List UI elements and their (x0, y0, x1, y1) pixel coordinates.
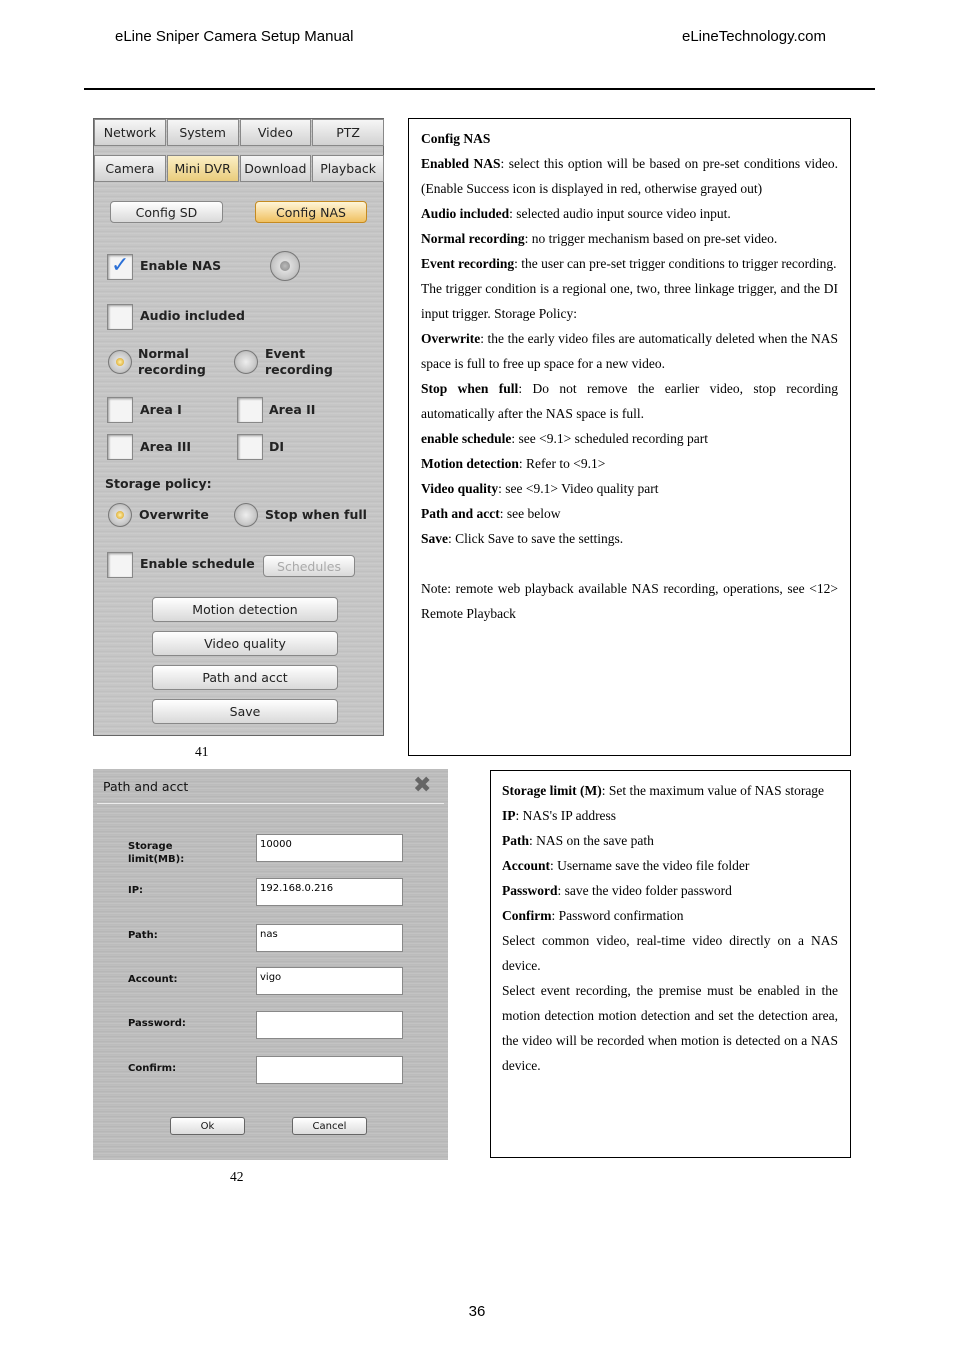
confirm-input[interactable] (256, 1056, 403, 1084)
term-confirm: Confirm (502, 908, 552, 923)
account-label: Account: (128, 974, 178, 985)
audio-included-checkbox[interactable] (107, 304, 133, 330)
desc-enable-schedule: : see <9.1> scheduled recording part (511, 431, 709, 446)
tab-network[interactable]: Network (94, 119, 166, 146)
desc-account: : Username save the video file folder (550, 858, 750, 873)
desc-path: : NAS on the save path (529, 833, 654, 848)
video-quality-button[interactable]: Video quality (152, 631, 338, 656)
storage-limit-label: Storage limit(MB): (128, 841, 185, 865)
term-storage-limit: Storage limit (M) (502, 783, 602, 798)
password-label: Password: (128, 1018, 186, 1029)
area2-checkbox[interactable] (237, 397, 263, 423)
term-normal-recording: Normal recording (421, 231, 525, 246)
normal-recording-label: Normal recording (138, 346, 206, 377)
event-recording-label: Event recording (265, 346, 333, 377)
enable-nas-checkbox[interactable] (107, 254, 133, 280)
note-text: Note: remote web playback available NAS recording, operations, see <12> Remote Playback (421, 581, 838, 621)
event-recording-text: Select event recording, the premise must be enabled in the motion detection motion detection and set the detection area, the video will be recorded when motion is detected on a NAS device. (502, 983, 838, 1073)
event-recording-radio[interactable] (234, 350, 258, 374)
term-password: Password (502, 883, 558, 898)
desc-stop-when-full: : Do not remove the earlier video, stop recording automatically after the NAS space is full. (421, 381, 838, 421)
tab-playback[interactable]: Playback (312, 155, 384, 182)
di-label: DI (269, 439, 285, 454)
close-icon[interactable]: ✖ (413, 773, 432, 798)
tab-video[interactable]: Video (240, 119, 312, 146)
common-video-text: Select common video, real-time video directly on a NAS device. (502, 933, 838, 973)
config-nas-title: Config NAS (421, 131, 491, 146)
figure-42-caption: 42 (230, 1169, 244, 1184)
desc-overwrite: : the the early video files are automatically deleted when the NAS space is full to free up space for a new video. (421, 331, 838, 371)
motion-detection-button[interactable]: Motion detection (152, 597, 338, 622)
dialog-title: Path and acct (103, 779, 189, 794)
storage-limit-input[interactable]: 10000 (256, 834, 403, 862)
config-sd-button[interactable]: Config SD (110, 201, 223, 223)
save-button[interactable]: Save (152, 699, 338, 724)
term-audio-included: Audio included (421, 206, 510, 221)
enable-schedule-checkbox[interactable] (107, 552, 133, 578)
account-input[interactable]: vigo (256, 967, 403, 995)
area3-checkbox[interactable] (107, 434, 133, 460)
term-account: Account (502, 858, 550, 873)
stop-when-full-label: Stop when full (265, 507, 367, 522)
term-path: Path (502, 833, 529, 848)
path-and-acct-dialog (93, 769, 448, 1160)
desc-path-and-acct: : see below (499, 506, 561, 521)
desc-ip: : NAS's IP address (515, 808, 617, 823)
area3-label: Area III (140, 439, 192, 454)
config-nas-panel (93, 118, 384, 736)
config-nas-button[interactable]: Config NAS (255, 201, 367, 223)
desc-storage-limit: : Set the maximum value of NAS storage (601, 783, 825, 798)
term-overwrite: Overwrite (421, 331, 481, 346)
header-title: eLine Sniper Camera Setup Manual (115, 28, 354, 45)
desc-motion-detection: : Refer to <9.1> (518, 456, 606, 471)
tab-system[interactable]: System (167, 119, 239, 146)
ip-input[interactable]: 192.168.0.216 (256, 878, 403, 906)
tab-row-1 (94, 119, 385, 146)
config-nas-description (408, 118, 851, 756)
checkmark-icon: ✓ (111, 253, 130, 278)
ok-button[interactable]: Ok (170, 1117, 245, 1135)
area1-label: Area I (140, 402, 182, 417)
header-rule (84, 88, 875, 90)
area1-checkbox[interactable] (107, 397, 133, 423)
tab-mini-dvr[interactable]: Mini DVR (167, 155, 239, 182)
term-save: Save (421, 531, 448, 546)
desc-enabled-nas: : select this option will be based on pre-set conditions video. (Enable Success icon is displayed in red, otherwise grayed out) (421, 156, 838, 196)
path-label: Path: (128, 930, 158, 941)
di-checkbox[interactable] (237, 434, 263, 460)
tab-download[interactable]: Download (240, 155, 312, 182)
password-input[interactable] (256, 1011, 403, 1039)
desc-video-quality: : see <9.1> Video quality part (498, 481, 659, 496)
path-input[interactable]: nas (256, 924, 403, 952)
tab-row-2 (94, 155, 385, 182)
desc-normal-recording: : no trigger mechanism based on pre-set video. (524, 231, 778, 246)
term-video-quality: Video quality (421, 481, 499, 496)
nas-status-indicator-icon (270, 251, 300, 281)
trigger-condition-text: The trigger condition is a regional one, two, three linkage trigger, and the DI input trigger. Storage Policy: (421, 281, 838, 321)
term-enabled-nas: Enabled NAS (421, 156, 501, 171)
term-motion-detection: Motion detection (421, 456, 519, 471)
confirm-label: Confirm: (128, 1063, 177, 1074)
tab-camera[interactable]: Camera (94, 155, 166, 182)
term-enable-schedule: enable schedule (421, 431, 512, 446)
page-number: 36 (468, 1303, 486, 1320)
overwrite-label: Overwrite (139, 507, 209, 522)
area2-label: Area II (269, 402, 316, 417)
overwrite-radio[interactable] (108, 503, 132, 527)
desc-event-recording: : the user can pre-set trigger conditions to trigger recording. (514, 256, 837, 271)
tab-ptz[interactable]: PTZ (312, 119, 384, 146)
header-website: eLineTechnology.com (682, 28, 826, 45)
term-ip: IP (502, 808, 516, 823)
desc-password: : save the video folder password (557, 883, 732, 898)
path-and-acct-button[interactable]: Path and acct (152, 665, 338, 690)
cancel-button[interactable]: Cancel (292, 1117, 367, 1135)
audio-included-label: Audio included (140, 308, 245, 323)
path-and-acct-description (490, 770, 851, 1158)
term-stop-when-full: Stop when full (421, 381, 519, 396)
term-path-and-acct: Path and acct (421, 506, 500, 521)
stop-when-full-radio[interactable] (234, 503, 258, 527)
figure-41-caption: 41 (195, 744, 209, 759)
enable-nas-label: Enable NAS (140, 258, 222, 273)
desc-confirm: : Password confirmation (551, 908, 684, 923)
normal-recording-radio[interactable] (108, 350, 132, 374)
desc-audio-included: : selected audio input source video input. (509, 206, 731, 221)
title-divider (97, 803, 444, 804)
storage-policy-heading: Storage policy: (105, 476, 212, 491)
schedules-button[interactable]: Schedules (263, 555, 355, 577)
term-event-recording: Event recording (421, 256, 515, 271)
desc-save: : Click Save to save the settings. (448, 531, 624, 546)
ip-label: IP: (128, 885, 144, 896)
enable-schedule-label: Enable schedule (140, 556, 255, 571)
